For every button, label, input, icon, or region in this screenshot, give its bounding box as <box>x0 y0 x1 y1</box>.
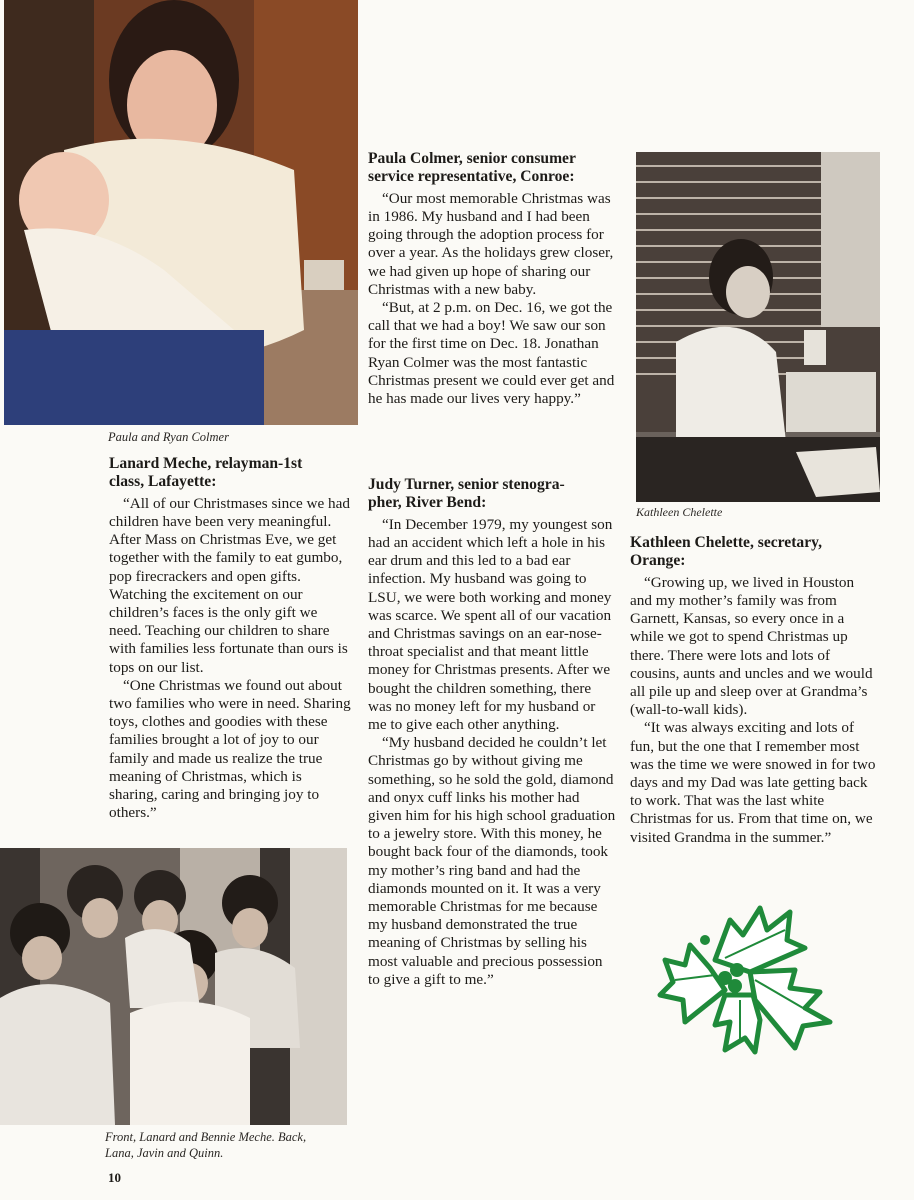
holly-leaves-icon <box>655 900 835 1055</box>
article-paragraph: “All of our Christmases since we had children have been very meaningful. After Mass on Christmas Eve, we get together with the family to eat gumbo, pop firecrackers and open gifts. Watching the excitement on our children’s faces is the only gift we need. Teaching our children to share with families less fortunate than ours is tops on our list. <box>109 494 350 676</box>
caption-paula-ryan: Paula and Ryan Colmer <box>108 430 229 444</box>
heading-line-1: Paula Colmer, senior consumer <box>368 150 576 167</box>
article-heading <box>630 534 876 571</box>
heading-line-1: Kathleen Chelette, secretary, <box>630 534 822 551</box>
article-judy-turner <box>368 476 616 989</box>
caption-meche-family <box>105 1129 306 1161</box>
article-paragraph: “Growing up, we lived in Houston and my mother’s family was from Garnett, Kansas, so every once in a while we got to spend Christmas up there. There were lots and lots of cousins, aunts and uncles and we would all pile up and sleep over at Grandma’s (wall-to-wall kids). <box>630 573 873 719</box>
article-lanard-meche <box>109 455 353 822</box>
article-paragraph: “It was always exciting and lots of fun, but the one that I remember most was the time we were snowed in for two days and my Dad was late getting back to work. That was the last white Christmas for us. From that time on, we visited Grandma in the summer.” <box>630 719 876 846</box>
page-number: 10 <box>108 1170 121 1185</box>
heading-line-2: pher, River Bend: <box>368 494 487 512</box>
heading-line-1: Judy Turner, senior stenogra- <box>368 476 565 493</box>
article-paragraph: “In December 1979, my youngest son had an accident which left a hole in his ear drum and this led to a bad ear infection. My husband was going to LSU, we were both working and money was scarce. We spent all of our vacation and Christmas savings on an ear-nose-throat specialist and that meant little money for Christmas presents. After we bought the children something, there was no money left for my husband or me to give each other anything. <box>368 515 613 734</box>
heading-line-2: Orange: <box>630 552 686 570</box>
article-paragraph: “One Christmas we found out about two families who were in need. Sharing toys, clothes and goodies with these families brought a lot of joy to our family and made us realize the true meaning of Christmas, which is sharing, caring and bringing joy to others.” <box>109 676 351 822</box>
caption-meche-line-1: Front, Lanard and Bennie Meche. Back, <box>105 1130 307 1144</box>
article-paragraph: “But, at 2 p.m. on Dec. 16, we got the call that we had a boy! We saw our son for the first time on Dec. 18. Jonathan Ryan Colmer was the most fantastic Christmas present we could ever get and he has made our lives very happy.” <box>368 299 615 408</box>
article-heading <box>368 150 616 187</box>
article-kathleen-chelette <box>630 534 876 847</box>
caption-kathleen: Kathleen Chelette <box>636 505 723 519</box>
article-heading <box>109 455 353 492</box>
photo-kathleen <box>636 152 880 502</box>
article-paula-colmer <box>368 150 616 408</box>
photo-meche-family <box>0 848 347 1125</box>
photo-paula-ryan <box>4 0 358 425</box>
heading-line-1: Lanard Meche, relayman-1st <box>109 455 303 472</box>
article-paragraph: “Our most memorable Christmas was in 1986. My husband and I had been going through the adoption process for over a year. As the holidays grew closer, we had given up hope of sharing our Christmas with a new baby. <box>368 189 614 298</box>
heading-line-2: service representative, Conroe: <box>368 168 575 186</box>
article-heading <box>368 476 616 513</box>
heading-line-2: class, Lafayette: <box>109 473 217 491</box>
article-paragraph: “My husband decided he couldn’t let Christmas go by without giving me something, so he sold the gold, diamond and onyx cuff links his mother had given him for his high school graduation to a jewelry store. With this money, he bought back four of the diamonds, took my mother’s ring band and had the diamonds mounted on it. It was a very memorable Christmas for me because my husband demonstrated the true meaning of Christmas by selling his most valuable and precious possession to give a gift to me.” <box>368 734 616 988</box>
caption-meche-line-2: Lana, Javin and Quinn. <box>105 1146 224 1160</box>
